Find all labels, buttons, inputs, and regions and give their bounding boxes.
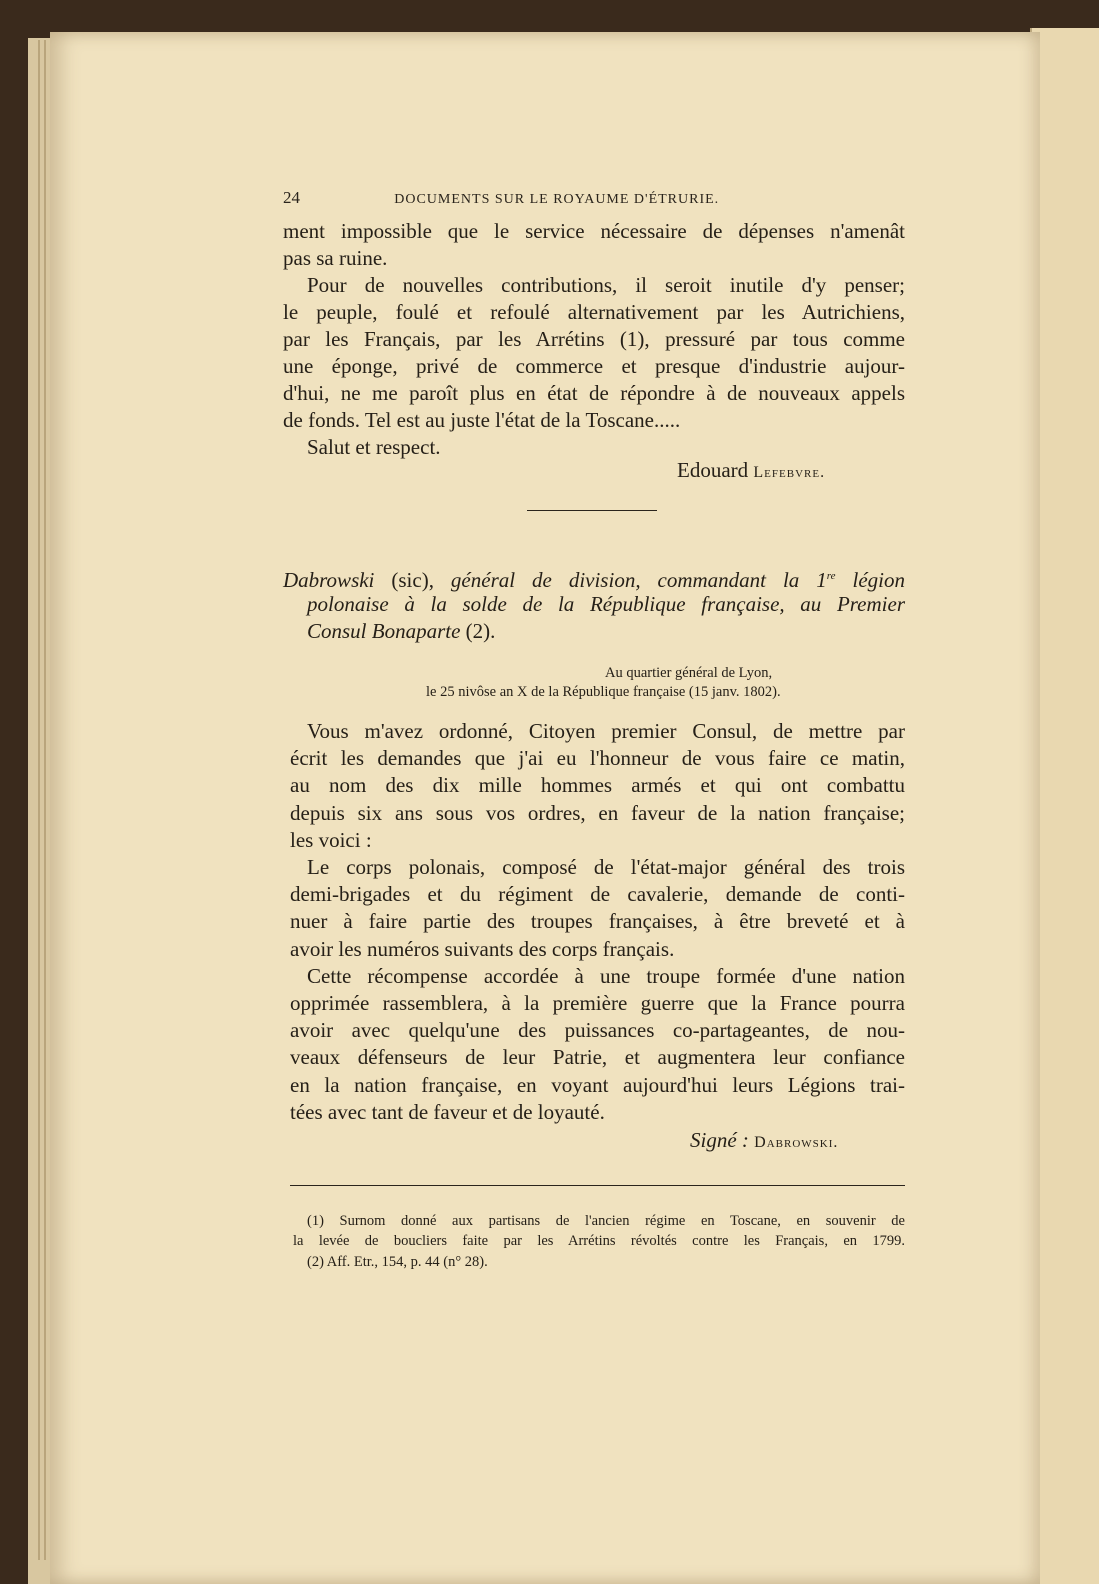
text-line: le peuple, foulé et refoulé alternativement par les Autrichiens, [283,300,905,324]
text-line: avoir avec quelqu'une des puissances co-partageantes, de nou- [290,1018,905,1043]
signature-last: Lefebvre. [753,464,826,481]
text-line: opprimée rassemblera, à la première guerre que la France pourra [290,991,905,1015]
heading-text-end: légion [852,568,906,592]
text-line: avoir les numéros suivants des corps français. [290,936,675,961]
text-line: d'hui, ne me paroît plus en état de répondre à de nouveaux appels [283,381,905,405]
signature-first: Edouard [677,458,749,482]
page-edge [44,40,46,1560]
next-page-edge [1030,28,1099,1584]
heading-ref: (2). [465,619,496,643]
text-line: au nom des dix mille hommes armés et qui ont combattu [290,773,905,798]
heading-line-1 [283,563,905,594]
text-line: Vous m'avez ordonné, Citoyen premier Consul, de mettre par [307,719,905,743]
heading-text: général de division, commandant la [450,568,800,592]
dateline-1: Au quartier général de Lyon, [605,665,773,681]
dateline-2: le 25 nivôse an X de la République française (15 janv. 1802). [426,684,781,700]
signature-lefebvre [677,458,825,483]
footnote-1-line-2: la levée de boucliers faite par les Arrétins révoltés contre les Français, en 1799. [293,1233,905,1249]
page-number: 24 [283,188,300,207]
text-line: veaux défenseurs de leur Patrie, et augmentera leur confiance [290,1045,905,1070]
running-title: DOCUMENTS SUR LE ROYAUME D'ÉTRURIE. [394,192,720,207]
signature-label: Signé : [690,1128,749,1152]
heading-sup: re [826,570,836,582]
heading-name: Dabrowski [283,568,375,592]
text-line: de fonds. Tel est au juste l'état de la Toscane..... [283,408,681,432]
heading-ordinal: 1 [816,568,827,592]
text-line: demi-brigades et du régiment de cavalerie, demande de conti- [290,882,905,907]
running-header [283,188,783,208]
text-line: Pour de nouvelles contributions, il seroit inutile d'y penser; [307,273,905,297]
text-line: pas sa ruine. [283,246,388,270]
text-line: ment impossible que le service nécessaire de dépenses n'amenât [283,219,905,243]
heading-line-3 [307,618,929,645]
text-line: Le corps polonais, composé de l'état-major général des trois [307,855,905,879]
text-line: tées avec tant de faveur et de loyauté. [290,1099,605,1124]
text-line: une éponge, privé de commerce et presque d'industrie aujour- [283,354,905,378]
heading-line-2: polonaise à la solde de la République française, au Premier [307,592,905,616]
heading-sic: (sic), [391,568,434,592]
text-line: les voici : [290,827,372,852]
text-line: en la nation française, en voyant aujourd'hui leurs Légions trai- [290,1072,905,1097]
footnote-2: (2) Aff. Etr., 154, p. 44 (n° 28). [307,1254,488,1270]
text-line: Salut et respect. [307,435,441,459]
signature-dabrowski [690,1128,838,1153]
text-line: depuis six ans sous vos ordres, en faveur de la nation française; [290,800,905,825]
footnote-rule [290,1185,905,1186]
section-divider [527,510,657,511]
heading-consul: Consul Bonaparte [307,619,461,643]
page-edge [38,40,40,1560]
text-line: nuer à faire partie des troupes françaises, à être breveté et à [290,909,905,934]
signature-name: Dabrowski. [754,1134,839,1151]
text-line: Cette récompense accordée à une troupe formée d'une nation [307,963,905,988]
text-line: par les Français, par les Arrétins (1), pressuré par tous comme [283,327,905,351]
text-line: écrit les demandes que j'ai eu l'honneur de vous faire ce matin, [290,746,905,771]
footnote-1-line-1: (1) Surnom donné aux partisans de l'ancien régime en Toscane, en souvenir de [307,1213,905,1229]
